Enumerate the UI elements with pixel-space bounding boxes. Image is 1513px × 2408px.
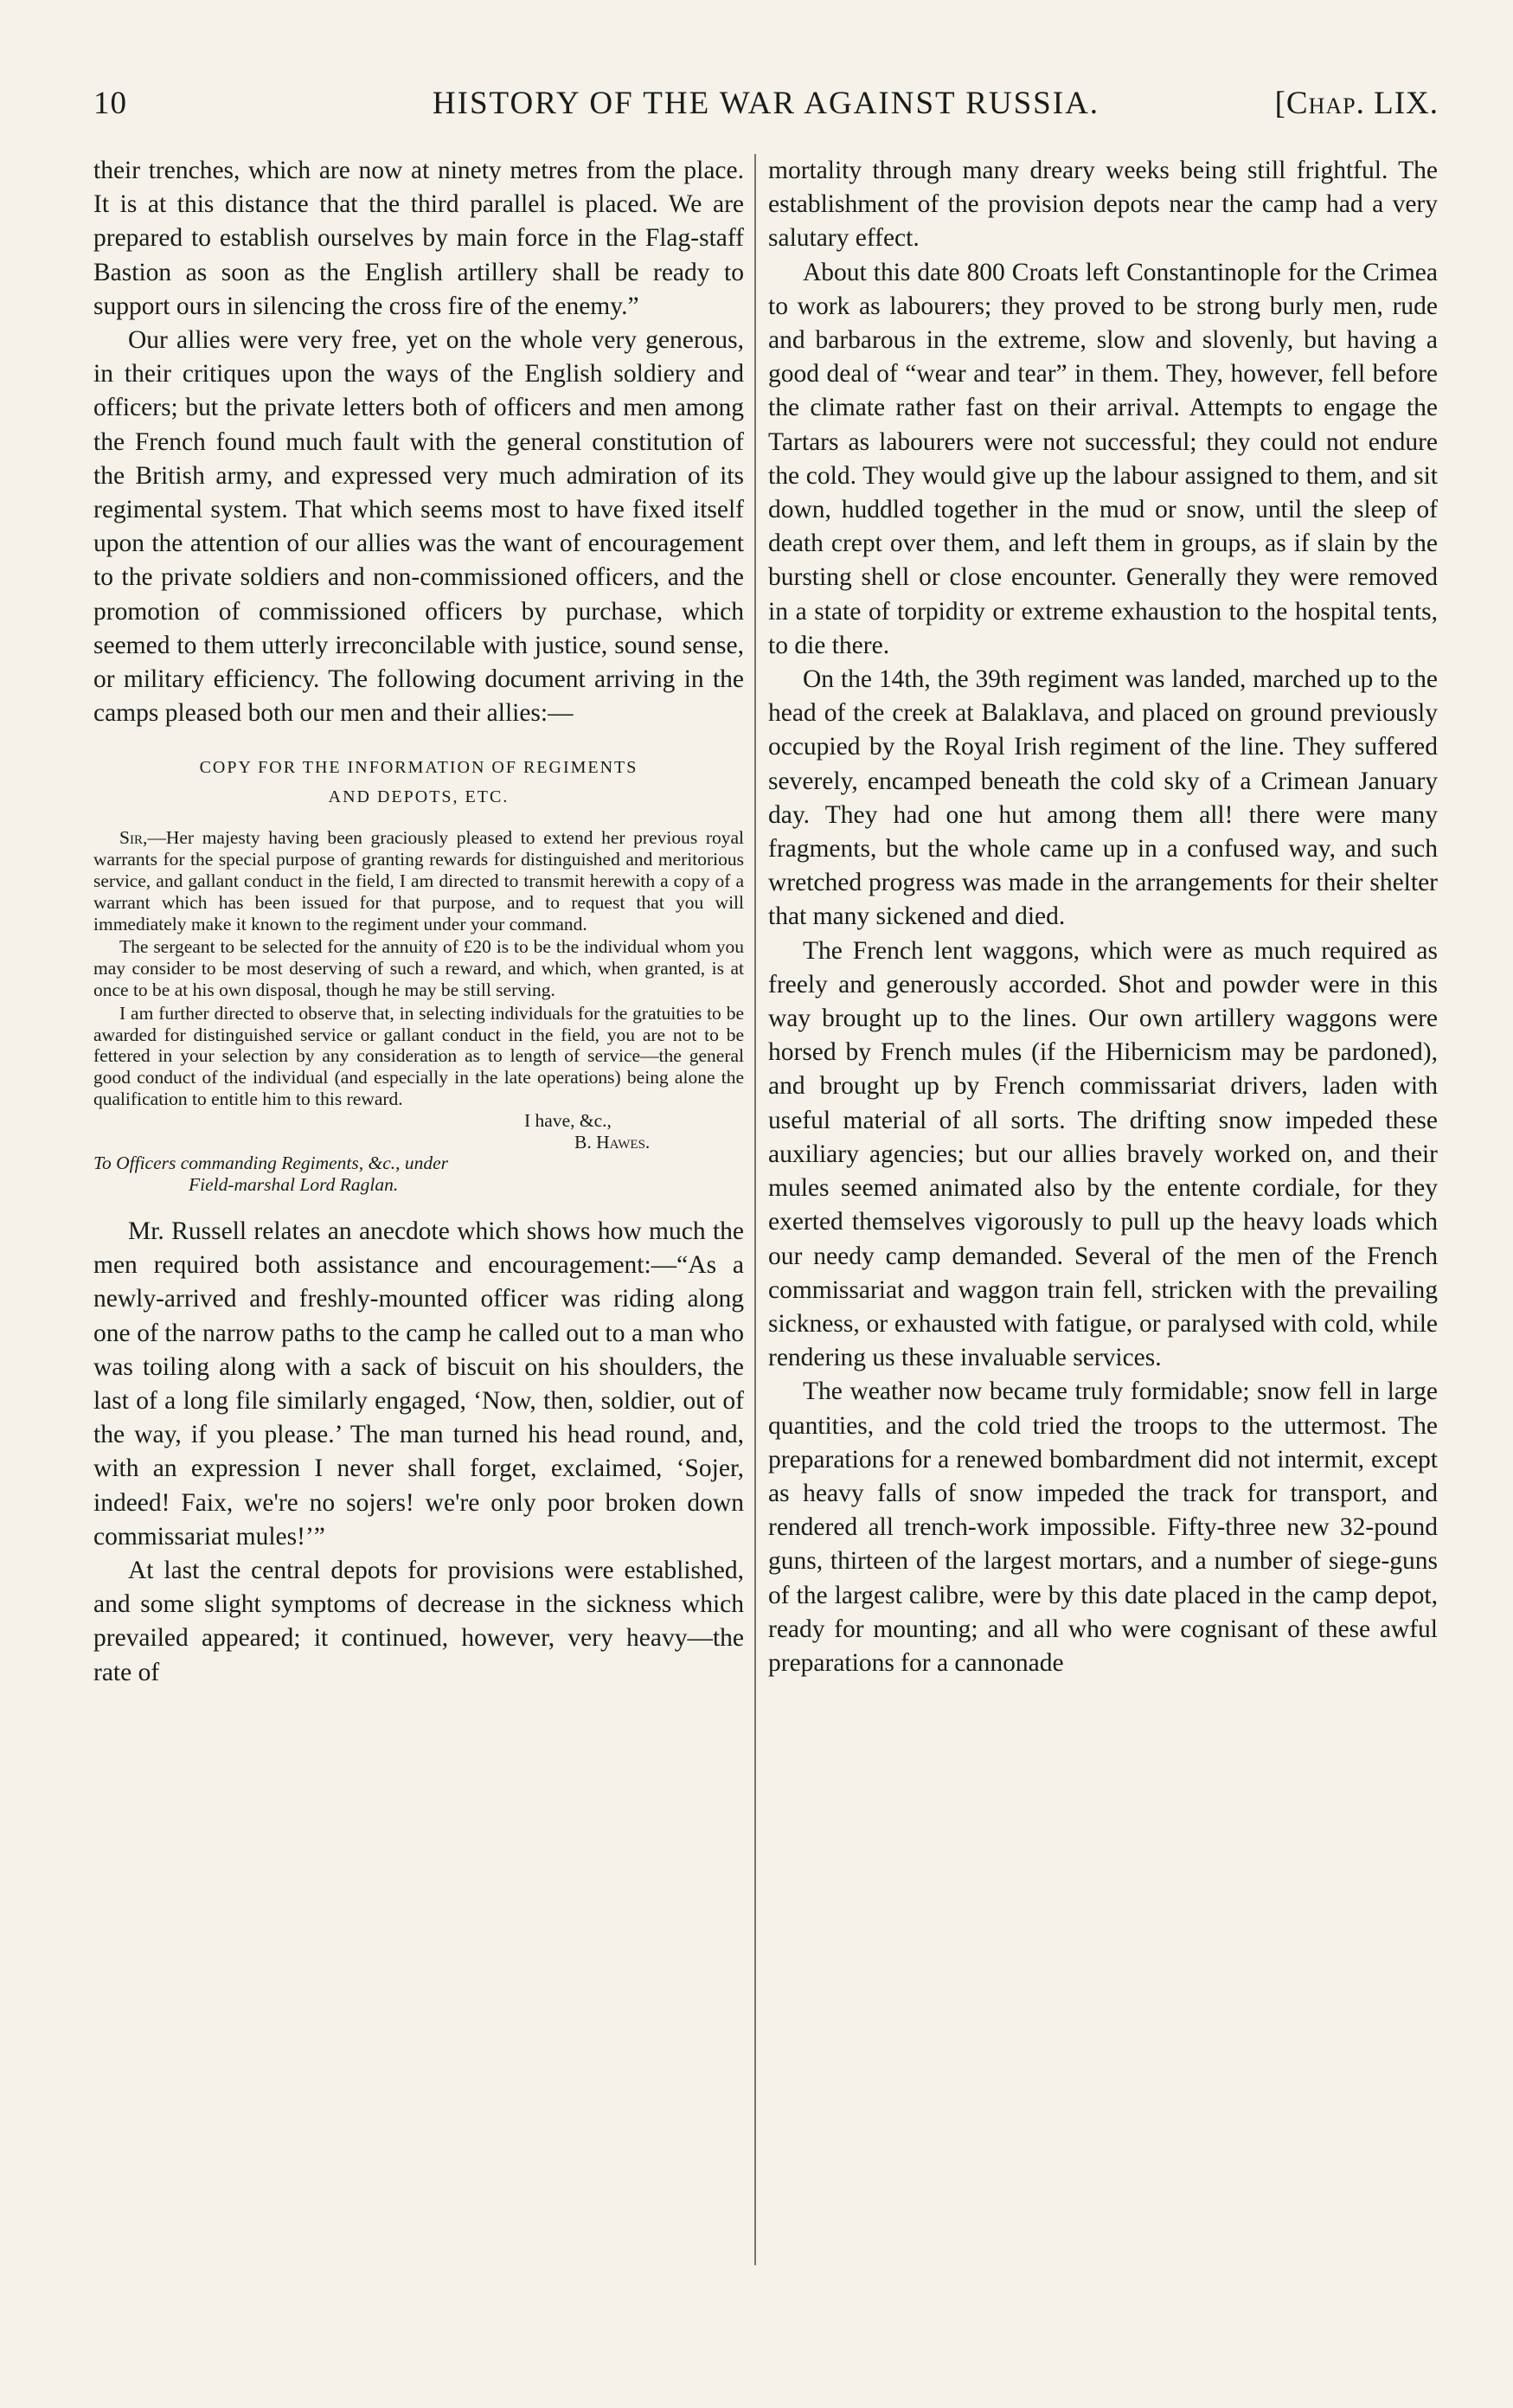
running-title: HISTORY OF THE WAR AGAINST RUSSIA. bbox=[432, 86, 1100, 121]
document-heading bbox=[93, 753, 744, 812]
addressee-line: To Officers commanding Regiments, &c., under bbox=[93, 1153, 449, 1174]
letter-paragraph bbox=[93, 827, 744, 934]
letter-paragraph: I am further directed to observe that, in selecting individuals for the gratuities to be awarded for distinguished service or gallant conduct in the field, you are not to be fettered in your selection by any consideration as to length of service—the general good conduct of the individual (and especially in the late operations) being alone the qualification to entitle him to this reward. bbox=[93, 1002, 744, 1110]
paragraph: About this date 800 Croats left Constantinople for the Crimea to work as labourers; they proved to be strong burly men, rude and barbarous in the extreme, slow and slovenly, but having a good deal of “wear and tear” in them. They, however, fell before the climate rather fast on their arrival. Attempts to engage the Tartars as labourers were not successful; they could not endure the cold. They would give up the labour assigned to them, and sit down, huddled together in the mud or snow, until the sleep of death crept over them, and left them in groups, as if slain by the bursting shell or close encounter. Generally they were removed in a state of torpidity or extreme exhaustion to the hospital tents, to die there. bbox=[768, 258, 1438, 659]
letter-paragraph: The sergeant to be selected for the annuity of £20 is to be the individual whom you may consider to be most deserving of such a reward, and which, when granted, is at once to be at his own disposal, though he may be still serving. bbox=[93, 936, 744, 1001]
paragraph: their trenches, which are now at ninety metres from the place. It is at this distance that the third parallel is placed. We are prepared to establish ourselves by main force in the Flag-staff Bastion as soon as the English artillery shall be ready to support ours in silencing the cross fire of the enemy.” bbox=[93, 157, 744, 320]
closing-line: I have, &c., bbox=[524, 1109, 612, 1131]
paragraph: Our allies were very free, yet on the whole very generous, in their critiques upon the ways of the English soldiery and officers; but the private letters both of officers and men among the French found much fault with the general constitution of the British army, and expressed very much admiration of its regimental system. That which seems most to have fixed itself upon the attention of our allies was the want of encouragement to the private soldiers and non-commissioned officers, and the promotion of commissioned officers by purchase, which seemed to them utterly irreconcilable with justice, sound sense, or military efficiency. The following document arriving in the camps pleased both our men and their allies:— bbox=[93, 326, 744, 728]
salutation: Sir, bbox=[119, 827, 148, 849]
column-divider bbox=[754, 154, 756, 2265]
addressee bbox=[93, 1153, 744, 1196]
document-heading-line: COPY FOR THE INFORMATION OF REGIMENTS bbox=[199, 758, 638, 778]
paragraph: mortality through many dreary weeks being still frightful. The establishment of the provision depots near the camp had a very salutary effect. bbox=[768, 157, 1438, 253]
addressee-line: Field-marshal Lord Raglan. bbox=[189, 1174, 399, 1196]
letter-text: —Her majesty having been graciously pleased to extend her previous royal warrants for the special purpose of granting rewards for distinguished and meritorious service, and gallant conduct in the field, I am directed to transmit herewith a copy of a warrant which has been issued for that purpose, and to request that you will immediately make it known to the regiment under your command. bbox=[93, 827, 744, 934]
paragraph: On the 14th, the 39th regiment was landed, marched up to the head of the creek at Balaklava, and placed on ground previously occupied by the Royal Irish regiment of the line. They suffered severely, encamped beneath the cold sky of a Crimean January day. They had one hut among them all! there were many fragments, but the whole came up in a confused way, and such wretched progress was made in the arrangements for their shelter that many sickened and died. bbox=[768, 665, 1438, 931]
paragraph: At last the central depots for provisions were established, and some slight symptoms of decrease in the sickness which prevailed appeared; it continued, however, very heavy—the rate of bbox=[93, 1557, 744, 1686]
right-column bbox=[768, 154, 1438, 1680]
paragraph: Mr. Russell relates an anecdote which shows how much the men required both assistance and encouragement:—“As a newly-arrived and freshly-mounted officer was riding along one of the narrow paths to the camp he called out to a man who was toiling along with a sack of biscuit on his shoulders, the last of a long file similarly engaged, ‘Now, then, soldier, out of the way, if you please.’ The man turned his head round, and, with an expression I never shall forget, exclaimed, ‘Sojer, indeed! Faix, we're no sojers! we're only poor broken down commissariat mules!’” bbox=[93, 1217, 744, 1551]
chapter-label: [Chap. LIX. bbox=[1274, 86, 1439, 121]
document-heading-line: AND DEPOTS, ETC. bbox=[328, 787, 510, 807]
paragraph: The French lent waggons, which were as much required as freely and generously accorded. Shot and powder were in this way brought up to the lines. Our own artillery waggons were horsed by French mules (if the Hibernicism may be pardoned), and brought up by French commissariat drivers, laden with useful material of all sorts. The drifting snow impeded these auxiliary agencies; but our allies bravely worked on, and their mules seemed animated also by the entente cordiale, for they exerted themselves vigorously to pull up the heavy loads which our needy camp demanded. Several of the men of the French commissariat and waggon train fell, stricken with the prevailing sickness, or exhausted with fatigue, or paralysed with cold, while rendering us these invaluable services. bbox=[768, 936, 1438, 1372]
letter-closing bbox=[93, 1110, 744, 1153]
page-number: 10 bbox=[93, 86, 127, 121]
left-column bbox=[93, 154, 744, 1690]
paragraph: The weather now became truly formidable; snow fell in large quantities, and the cold tried the troops to the uttermost. The preparations for a renewed bombardment did not intermit, except as heavy falls of snow impeded the track for transport, and rendered all trench-work impossible. Fifty-three new 32-pound guns, thirteen of the largest mortars, and a number of siege-guns of the largest calibre, were by this date placed in the camp depot, ready for mounting; and all who were cognisant of these awful preparations for a cannonade bbox=[768, 1377, 1438, 1677]
signature: B. Hawes. bbox=[574, 1131, 651, 1153]
